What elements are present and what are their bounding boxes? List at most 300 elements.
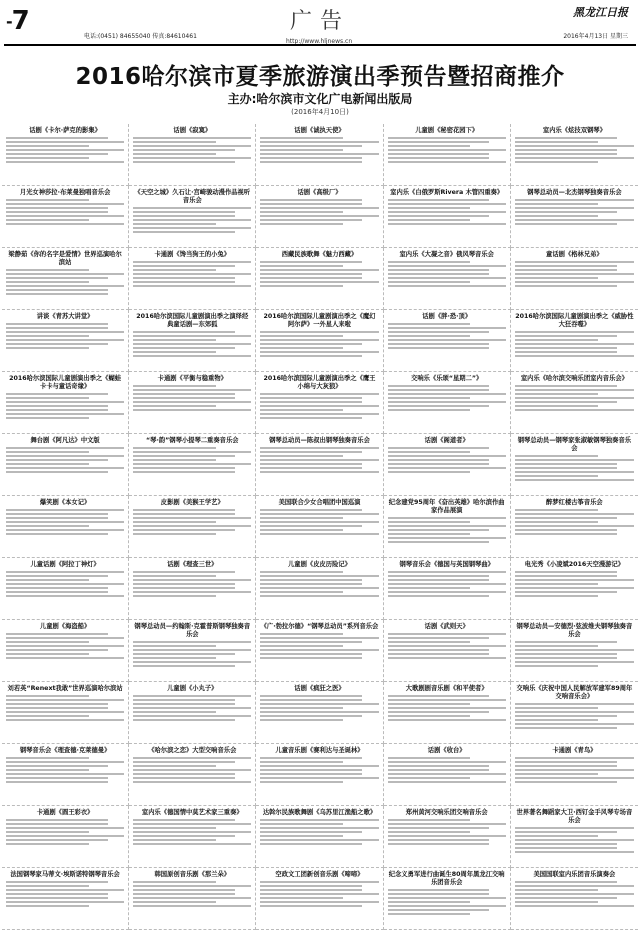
listing-detail-text	[388, 215, 490, 217]
listing-detail-text	[6, 905, 89, 907]
listing-detail-text	[133, 455, 235, 457]
listing-detail-text	[133, 827, 216, 829]
listing-detail-text	[6, 223, 124, 225]
listing-title: 卡通剧《圆王彩衣》	[36, 809, 94, 816]
listing-detail-text	[260, 207, 378, 209]
listing-detail-text	[388, 777, 471, 779]
listing-cell	[2, 744, 129, 806]
listing-detail-text	[515, 207, 634, 209]
listing-detail-text	[6, 695, 89, 697]
listing-detail-text	[515, 773, 598, 775]
listing-cell	[2, 682, 129, 744]
listing-detail-text	[260, 215, 378, 217]
listing-title: 话剧《诚执天使》	[294, 127, 345, 134]
listing-cell	[256, 558, 383, 620]
listing-detail-text	[260, 339, 378, 341]
listing-detail-text	[6, 273, 124, 275]
listing-title: 钢琴总动员—约翰斯·克霍普斯钢琴独奏音乐会	[134, 623, 251, 638]
listing-cell	[384, 868, 511, 930]
listing-detail-text	[515, 153, 618, 155]
listing-detail-text	[260, 223, 343, 225]
listing-detail-text	[133, 839, 216, 841]
listing-detail-text	[388, 273, 490, 275]
listing-detail-text	[388, 463, 490, 465]
listing-title: 刘若英“Renext我敢”世界巡演哈尔滨站	[7, 685, 123, 692]
listing-cell	[511, 124, 638, 186]
listing-detail-text	[133, 525, 251, 527]
listing-detail-text	[515, 463, 618, 465]
listing-cell	[129, 248, 256, 310]
listing-detail-text	[515, 393, 598, 395]
listing-detail-text	[6, 525, 89, 527]
listing-title: 西藏民族歌舞《魅力西藏》	[281, 251, 358, 258]
listing-cell	[2, 434, 129, 496]
listing-detail-text	[515, 591, 618, 593]
listing-detail-text	[515, 893, 634, 895]
listing-detail-text	[515, 905, 634, 907]
listing-detail-text	[388, 405, 490, 407]
contact-info: 电话:(0451) 84655040 传真:84610461	[84, 33, 197, 40]
listing-cell	[129, 558, 256, 620]
listing-cell	[2, 186, 129, 248]
listing-title: 话剧《收台》	[427, 747, 466, 754]
listing-title: 卡通剧《馋当狗王的小兔》	[154, 251, 231, 258]
listing-title: 童话剧《格林兄弟》	[546, 251, 603, 258]
listing-detail-text	[260, 211, 343, 213]
listing-detail-text	[260, 781, 343, 783]
listing-detail-text	[260, 137, 343, 139]
listing-detail-text	[260, 517, 343, 519]
listing-title: 空政文工团新创音乐剧《啼啼》	[275, 871, 364, 878]
listing-detail-text	[6, 575, 108, 577]
listing-title: 2016哈尔滨国际儿童剧演出季之《鹰王小绵与大灰狼》	[263, 375, 376, 390]
listing-detail-text	[260, 459, 378, 461]
listing-detail-text	[133, 521, 216, 523]
listing-detail-text	[515, 475, 598, 477]
listing-detail-text	[133, 901, 216, 903]
listing-detail-text	[133, 831, 251, 833]
listing-detail-text	[133, 351, 216, 353]
listing-detail-text	[6, 343, 108, 345]
listing-detail-text	[260, 525, 362, 527]
listing-detail-text	[388, 347, 490, 349]
listing-detail-text	[388, 827, 490, 829]
listing-detail-text	[515, 335, 618, 337]
listing-detail-text	[515, 719, 598, 721]
listing-detail-text	[515, 765, 618, 767]
listing-detail-text	[133, 157, 251, 159]
listing-detail-text	[515, 711, 634, 713]
listing-detail-text	[133, 335, 251, 337]
page-subtitle: 主办:哈尔滨市文化广电新闻出版局	[227, 92, 413, 106]
listing-detail-text	[6, 579, 89, 581]
listing-detail-text	[6, 769, 89, 771]
listing-detail-text	[6, 823, 108, 825]
listing-cell	[384, 248, 511, 310]
listing-detail-text	[515, 575, 618, 577]
listing-detail-text	[260, 161, 362, 163]
listing-detail-text	[6, 529, 124, 531]
listing-detail-text	[133, 223, 216, 225]
listing-detail-text	[260, 509, 362, 511]
listing-detail-text	[6, 517, 108, 519]
listing-detail-text	[133, 451, 251, 453]
listing-detail-text	[6, 161, 124, 163]
listing-detail-text	[515, 471, 634, 473]
listing-detail-text	[388, 393, 506, 395]
listing-detail-text	[388, 277, 506, 279]
listing-detail-text	[515, 851, 634, 853]
listing-detail-text	[388, 595, 490, 597]
listing-detail-text	[133, 281, 235, 283]
listing-detail-text	[133, 719, 235, 721]
listing-detail-text	[515, 653, 618, 655]
listing-detail-text	[133, 665, 235, 667]
listing-detail-text	[388, 781, 506, 783]
listing-detail-text	[133, 471, 235, 473]
listing-detail-text	[515, 331, 634, 333]
listing-detail-text	[6, 831, 89, 833]
listing-detail-text	[388, 819, 471, 821]
listing-detail-text	[133, 715, 251, 717]
listing-title: 儿童剧《小丸子》	[167, 685, 218, 692]
listing-detail-text	[260, 397, 362, 399]
listing-cell	[511, 558, 638, 620]
listing-detail-text	[260, 835, 343, 837]
listing-title: 梁静茹《你的名字是爱情》世界巡演哈尔滨站	[8, 251, 122, 266]
listing-detail-text	[133, 149, 235, 151]
listing-detail-text	[133, 347, 235, 349]
listing-detail-text	[133, 699, 235, 701]
listing-detail-text	[6, 583, 124, 585]
issue-date: 2016年4月13日 星期三	[563, 33, 628, 40]
website-url[interactable]: http://www.hljnews.cn	[286, 38, 353, 45]
listing-cell	[129, 372, 256, 434]
listing-detail-text	[388, 587, 471, 589]
listing-detail-text	[388, 149, 506, 151]
listing-detail-text	[260, 355, 362, 357]
listing-title: 卡通剧《青鸟》	[552, 747, 597, 754]
listing-detail-text	[133, 231, 235, 233]
listing-detail-text	[260, 881, 378, 883]
listing-detail-text	[6, 699, 124, 701]
listing-detail-text	[6, 889, 124, 891]
listing-detail-text	[388, 397, 471, 399]
listing-cell	[384, 744, 511, 806]
listing-detail-text	[133, 757, 251, 759]
listing-detail-text	[260, 633, 343, 635]
listing-detail-text	[260, 467, 362, 469]
listing-detail-text	[388, 207, 471, 209]
listing-detail-text	[6, 835, 124, 837]
listing-detail-text	[133, 219, 251, 221]
listing-detail-text	[388, 137, 506, 139]
listing-cell	[129, 806, 256, 868]
listing-detail-text	[133, 575, 216, 577]
listing-detail-text	[388, 529, 490, 531]
listing-detail-text	[133, 265, 235, 267]
listing-detail-text	[260, 641, 362, 643]
listing-detail-text	[515, 517, 618, 519]
listing-cell	[129, 620, 256, 682]
listing-detail-text	[260, 761, 343, 763]
listing-cell	[256, 248, 383, 310]
listing-detail-text	[6, 761, 124, 763]
listing-detail-text	[6, 703, 108, 705]
listing-title: 室内乐《炫技双钢琴》	[542, 127, 606, 134]
listing-detail-text	[388, 537, 506, 539]
listing-title: 《广·勃拉尔德》“钢琴总动员”系列音乐会	[260, 623, 379, 630]
listing-detail-text	[515, 479, 634, 481]
listing-title: 交响乐《乐颂“星期二”》	[411, 375, 483, 382]
listing-detail-text	[388, 521, 471, 523]
listing-detail-text	[388, 579, 490, 581]
listing-detail-text	[388, 831, 471, 833]
listing-detail-text	[133, 509, 235, 511]
listing-detail-text	[515, 145, 634, 147]
listing-detail-text	[6, 591, 108, 593]
listing-cell	[256, 744, 383, 806]
listing-detail-text	[6, 157, 89, 159]
listing-detail-text	[388, 897, 506, 899]
listing-detail-text	[260, 889, 362, 891]
listing-detail-text	[133, 207, 251, 209]
listing-title: 舞台剧《阿凡达》中文版	[30, 437, 100, 444]
listing-detail-text	[260, 265, 343, 267]
listing-title: 儿童剧《皮皮历险记》	[288, 561, 351, 568]
listing-detail-text	[388, 145, 471, 147]
page-title: 2016哈尔滨市夏季旅游演出季预告暨招商推介	[75, 64, 565, 90]
listing-detail-text	[388, 261, 471, 263]
listing-detail-text	[260, 277, 362, 279]
listing-detail-text	[515, 141, 598, 143]
listing-title: 话剧《理查三世》	[167, 561, 218, 568]
listing-detail-text	[260, 335, 343, 337]
listing-detail-text	[6, 207, 108, 209]
listing-detail-text	[260, 529, 343, 531]
listing-detail-text	[515, 149, 618, 151]
listing-detail-text	[260, 219, 362, 221]
listing-detail-text	[260, 347, 343, 349]
listing-detail-text	[6, 901, 124, 903]
listing-cell	[256, 186, 383, 248]
listing-detail-text	[260, 769, 362, 771]
listing-title: 法国钢琴家马蒂文·埃斯诺特钢琴音乐会	[10, 871, 120, 878]
listing-detail-text	[133, 331, 235, 333]
listing-detail-text	[133, 893, 235, 895]
listing-detail-text	[388, 571, 506, 573]
listing-title: 话剧《阁道者》	[424, 437, 469, 444]
listing-title: 达斡尔民族歌舞剧《乌苏里江渔船之歌》	[262, 809, 377, 816]
listing-detail-text	[388, 765, 490, 767]
listing-detail-text	[6, 513, 108, 515]
listing-title: 室内乐《哈尔滨交响乐团室内音乐会》	[520, 375, 628, 382]
listing-detail-text	[6, 335, 89, 337]
listing-cell	[511, 310, 638, 372]
listing-detail-text	[133, 145, 251, 147]
listing-detail-text	[6, 467, 124, 469]
listing-detail-text	[388, 637, 490, 639]
listing-detail-text	[388, 719, 506, 721]
listing-detail-text	[260, 145, 362, 147]
listing-detail-text	[388, 913, 471, 915]
listing-cell	[256, 682, 383, 744]
listing-detail-text	[388, 199, 490, 201]
listing-detail-text	[260, 839, 378, 841]
listing-cell	[256, 868, 383, 930]
listing-cell	[129, 744, 256, 806]
listing-detail-text	[133, 653, 235, 655]
listing-title: 交响乐《庆祝中国人民解放军建军89周年交响音乐会》	[516, 685, 633, 700]
listing-title: 韩国原创音乐剧《那兰朵》	[154, 871, 231, 878]
listing-cell	[511, 434, 638, 496]
listing-detail-text	[6, 587, 108, 589]
listing-detail-text	[388, 281, 471, 283]
listing-detail-text	[260, 571, 343, 573]
listing-detail-text	[260, 777, 378, 779]
listing-cell	[511, 868, 638, 930]
listing-cell	[2, 124, 129, 186]
listing-detail-text	[133, 447, 216, 449]
listing-detail-text	[388, 541, 490, 543]
masthead	[0, 0, 640, 52]
listing-cell	[2, 248, 129, 310]
listing-detail-text	[515, 161, 598, 163]
listing-detail-text	[515, 665, 598, 667]
listing-detail-text	[515, 513, 634, 515]
listing-detail-text	[388, 343, 490, 345]
listing-detail-text	[515, 641, 618, 643]
listing-detail-text	[515, 455, 598, 457]
listing-detail-text	[133, 215, 235, 217]
listing-detail-text	[515, 525, 634, 527]
listing-detail-text	[6, 885, 89, 887]
listing-detail-text	[388, 203, 506, 205]
listing-detail-text	[133, 645, 216, 647]
listing-cell	[129, 682, 256, 744]
listing-detail-text	[260, 715, 362, 717]
listing-detail-text	[6, 459, 108, 461]
listing-detail-text	[388, 843, 490, 845]
listing-cell	[384, 806, 511, 868]
listing-detail-text	[388, 773, 506, 775]
listing-detail-text	[260, 649, 378, 651]
listing-detail-text	[6, 521, 124, 523]
listing-detail-text	[515, 405, 598, 407]
listing-detail-text	[6, 777, 108, 779]
listing-detail-text	[388, 695, 490, 697]
listing-cell	[511, 744, 638, 806]
listing-detail-text	[260, 827, 378, 829]
listing-detail-text	[6, 293, 108, 295]
listing-detail-text	[388, 451, 471, 453]
listing-detail-text	[388, 707, 506, 709]
listing-detail-text	[133, 227, 251, 229]
listing-detail-text	[388, 285, 506, 287]
listing-detail-text	[260, 575, 378, 577]
listing-title: 话剧《胖·恐·顶》	[422, 313, 472, 320]
listing-detail-text	[515, 761, 618, 763]
listing-detail-text	[515, 835, 598, 837]
listing-detail-text	[6, 649, 108, 651]
listing-detail-text	[6, 819, 108, 821]
listing-detail-text	[260, 583, 362, 585]
listing-detail-text	[388, 223, 506, 225]
listing-detail-text	[133, 769, 251, 771]
listing-title: 卡通剧《平衡与稳重物》	[157, 375, 227, 382]
listing-title: 儿童剧《秘密花园下》	[415, 127, 479, 134]
listing-detail-text	[388, 649, 490, 651]
listing-detail-text	[260, 711, 378, 713]
listing-cell	[511, 496, 638, 558]
listing-detail-text	[133, 393, 235, 395]
listing-detail-text	[515, 409, 634, 411]
listing-detail-text	[388, 757, 471, 759]
listing-detail-text	[515, 219, 634, 221]
listing-detail-text	[6, 839, 108, 841]
listing-detail-text	[515, 583, 598, 585]
listing-detail-text	[388, 591, 506, 593]
listing-detail-text	[6, 533, 108, 535]
listing-detail-text	[260, 447, 378, 449]
listing-detail-text	[6, 215, 124, 217]
listing-detail-text	[388, 715, 471, 717]
listing-detail-text	[515, 261, 634, 263]
listing-detail-text	[133, 897, 251, 899]
listing-detail-text	[515, 467, 618, 469]
listing-detail-text	[388, 893, 490, 895]
listing-detail-text	[133, 843, 251, 845]
listing-detail-text	[133, 703, 235, 705]
listing-cell	[256, 372, 383, 434]
listing-detail-text	[515, 529, 618, 531]
paper-name: 黑龙江日报	[573, 6, 628, 19]
listing-detail-text	[133, 885, 251, 887]
listing-detail-text	[133, 587, 235, 589]
listing-detail-text	[515, 827, 634, 829]
listing-title: 2016哈尔滨国际儿童剧演出季之演绎经典童话剧—东郊狐	[136, 313, 249, 328]
listing-title: 话剧《寂寞》	[173, 127, 212, 134]
listing-detail-text	[260, 141, 378, 143]
listing-detail-text	[133, 835, 235, 837]
listing-detail-text	[133, 571, 235, 573]
listing-detail-text	[515, 781, 618, 783]
listing-detail-text	[515, 339, 598, 341]
listing-detail-text	[6, 827, 124, 829]
listing-title: 话剧《疯狂之医》	[294, 685, 345, 692]
listing-detail-text	[6, 893, 108, 895]
listing-detail-text	[6, 773, 124, 775]
listing-detail-text	[260, 203, 362, 205]
listing-detail-text	[388, 823, 506, 825]
listing-detail-text	[388, 471, 471, 473]
listing-cell	[384, 434, 511, 496]
listing-detail-text	[133, 823, 251, 825]
listing-detail-text	[388, 583, 506, 585]
listing-detail-text	[6, 595, 124, 597]
listing-detail-text	[133, 261, 251, 263]
listing-detail-text	[515, 355, 634, 357]
listing-detail-text	[260, 157, 362, 159]
listing-detail-text	[133, 591, 251, 593]
listing-cell	[2, 620, 129, 682]
listing-detail-text	[260, 703, 378, 705]
listing-detail-text	[515, 885, 634, 887]
listing-detail-text	[388, 699, 506, 701]
listing-detail-text	[515, 571, 618, 573]
listing-cell	[2, 868, 129, 930]
listing-title: 话剧《高级厂》	[297, 189, 342, 196]
